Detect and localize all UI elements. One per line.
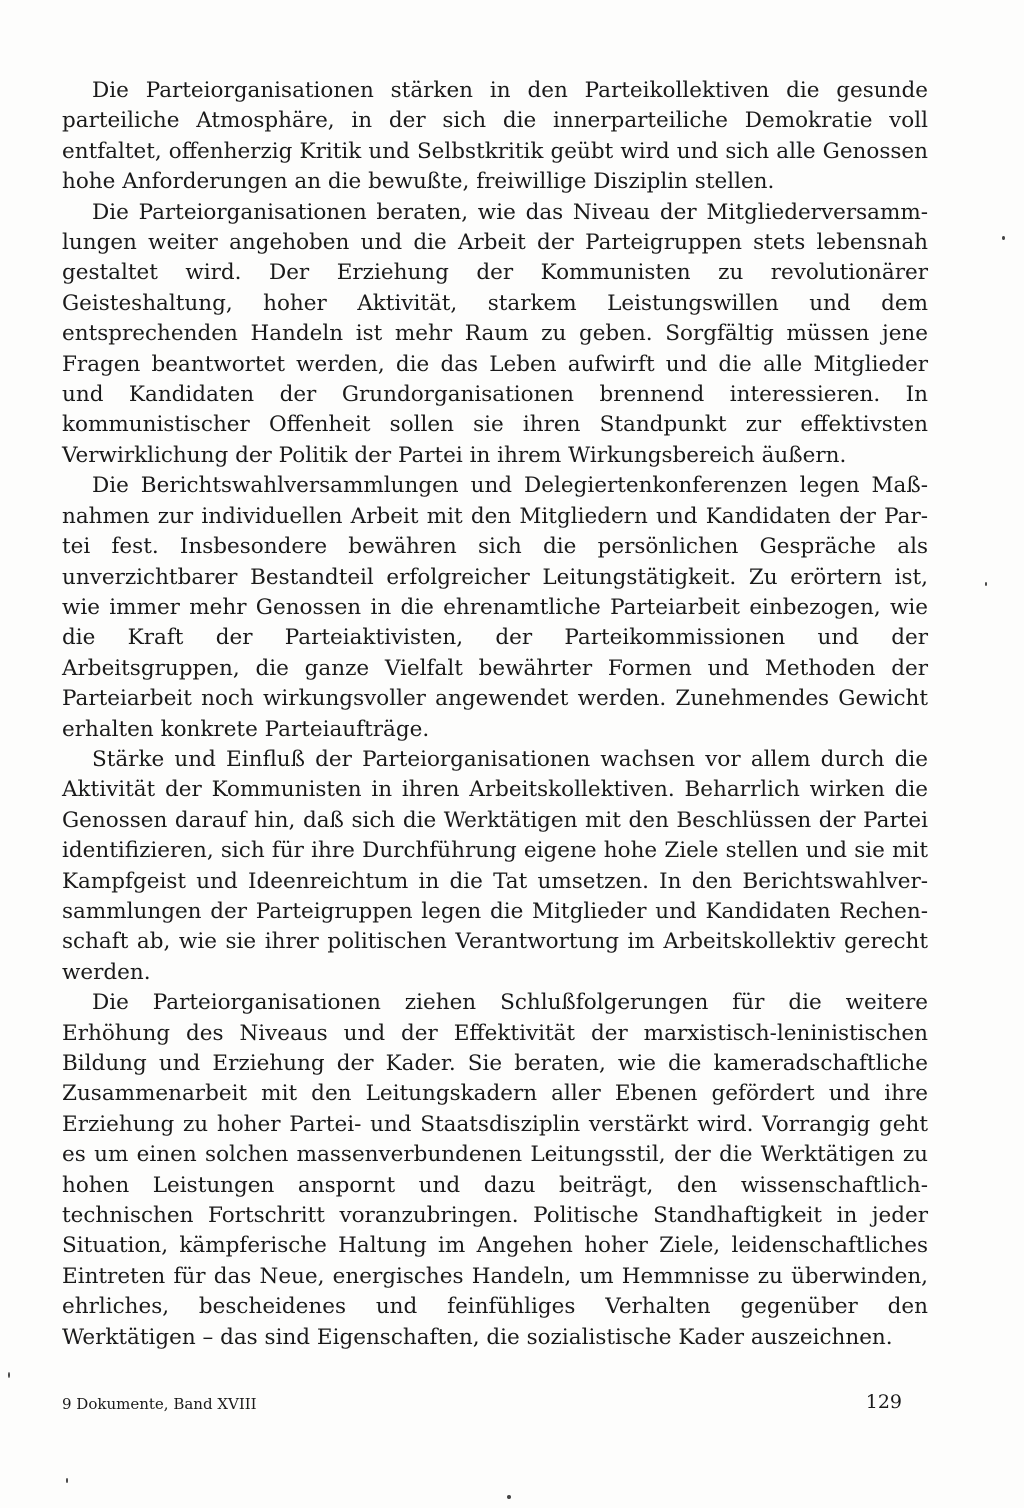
paragraph-1: Die Parteiorganisationen stärken in den Parteikollektiven die gesunde parteiliche Atmosphäre, in der sich die innerparteiliche Demokratie voll entfaltet, offenherzig Kritik und Selbstkritik geübt wird und sich alle Genossen hohe Anforderungen an die bewußte, freiwillige Disziplin stellen. — [62, 78, 928, 195]
paragraph-2: Die Parteiorganisationen beraten, wie das Niveau der Mitgliederversammlungen weiter angehoben und die Arbeit der Parteigruppen stets lebensnah gestaltet wird. Der Erziehung der Kommunisten zu revolutionärer Geisteshaltung, hoher Aktivität, starkem Leistungswillen und dem entsprechenden Handeln ist mehr Raum zu geben. Sorgfältig müssen jene Fragen beantwortet werden, die das Leben aufwirft und die alle Mitglieder und Kandidaten der Grundorganisationen brennend interessieren. In kommunistischer Offenheit sollen sie ihren Standpunkt zur effektivsten Verwirklichung der Politik der Partei in ihrem Wirkungsbereich äußern. — [62, 199, 928, 468]
scan-speck — [985, 582, 987, 586]
scan-speck — [507, 1495, 511, 1499]
scan-speck — [1002, 236, 1005, 240]
paragraph-3: Die Berichtswahlversammlungen und Delegiertenkonferenzen legen Maßnahmen zur individuellen Arbeit mit den Mitgliedern und Kandidaten der Partei fest. Insbesondere bewähren sich die persönlichen Gespräche als unverzichtbarer Bestandteil erfolgreicher Leitungstätigkeit. Zu erörtern ist, wie immer mehr Genossen in die ehrenamtliche Parteiarbeit einbezogen, wie die Kraft der Parteiaktivisten, der Parteikommissionen und der Arbeitsgruppen, die ganze Vielfalt bewährter Formen und Methoden der Parteiarbeit noch wirkungsvoller angewendet werden. Zunehmendes Gewicht erhalten konkrete Parteiaufträge. — [62, 473, 928, 742]
body-text — [62, 76, 928, 1353]
paragraph-4: Stärke und Einfluß der Parteiorganisationen wachsen vor allem durch die Aktivität der Kommunisten in ihren Arbeitskollektiven. Beharrlich wirken die Genossen darauf hin, daß sich die Werktätigen mit den Beschlüssen der Partei identifizieren, sich für ihre Durchführung eigene hohe Ziele stellen und sie mit Kampfgeist und Ideenreichtum in die Tat umsetzen. In den Berichtswahlversammlungen der Parteigruppen legen die Mitglieder und Kandidaten Rechenschaft ab, wie sie ihrer politischen Verantwortung im Arbeitskollektiv gerecht werden. — [62, 746, 928, 985]
scan-speck — [8, 1372, 10, 1378]
paragraph-5: Die Parteiorganisationen ziehen Schlußfolgerungen für die weitere Erhöhung des Niveaus und der Effektivität der marxistisch-leninistischen Bildung und Erziehung der Kader. Sie beraten, wie die kameradschaftliche Zusammenarbeit mit den Leitungskadern aller Ebenen gefördert und ihre Erziehung zu hoher Partei- und Staatsdisziplin verstärkt wird. Vorrangig geht es um einen solchen massenverbundenen Leitungsstil, der die Werktätigen zu hohen Leistungen anspornt und dazu beiträgt, den wissenschaftlich-technischen Fortschritt voranzubringen. Politische Standhaftigkeit in jeder Situation, kämpferische Haltung im Angehen hoher Ziele, leidenschaftliches Eintreten für das Neue, energisches Handeln, um Hemmnisse zu überwinden, ehrliches, bescheidenes und feinfühliges Verhalten gegenüber den Werktätigen – das sind Eigenschaften, die sozialistische Kader auszeichnen. — [62, 990, 928, 1350]
page-number: 129 — [865, 1391, 902, 1413]
footer-signature: 9 Dokumente, Band XVIII — [62, 1395, 257, 1413]
scan-speck — [66, 1478, 68, 1483]
